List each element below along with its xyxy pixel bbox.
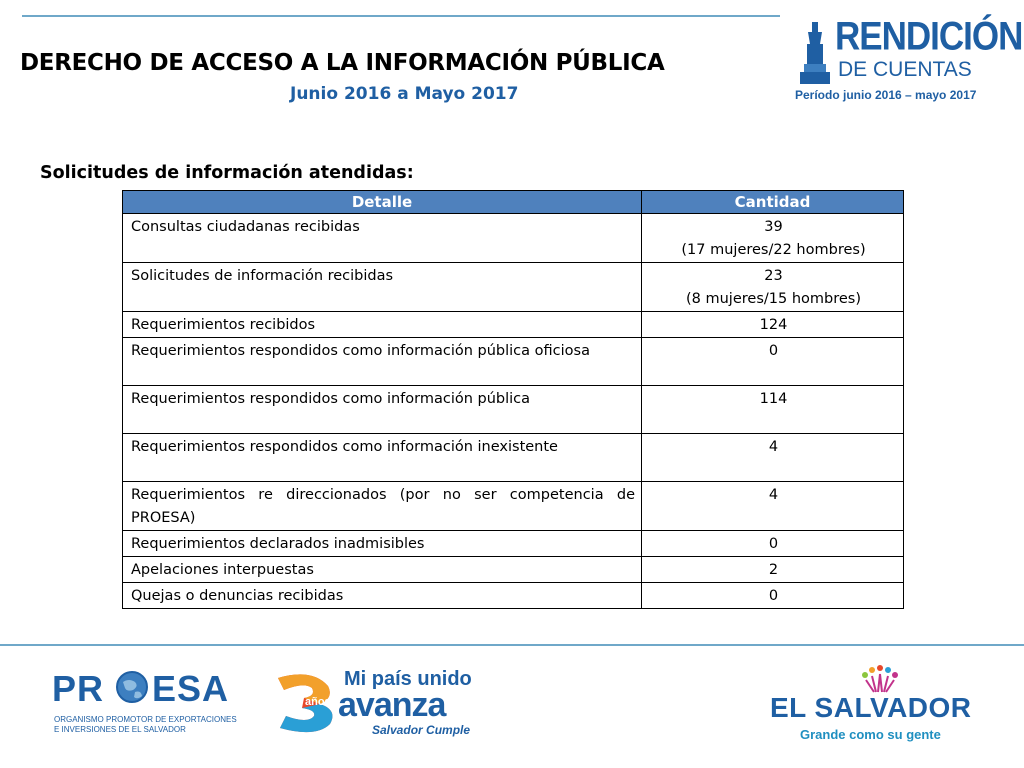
row-quantity (642, 263, 904, 312)
row-detail: Apelaciones interpuestas (123, 557, 642, 583)
proesa-logo (52, 668, 237, 740)
table-row (123, 338, 904, 386)
row-quantity-value: 23 (764, 268, 783, 284)
row-quantity: 0 (642, 531, 904, 557)
proesa-wordmark-right: ESA (152, 668, 230, 709)
table-row (123, 482, 904, 531)
row-quantity: 124 (642, 312, 904, 338)
flower-icon (858, 662, 902, 696)
row-detail: Requerimientos declarados inadmisibles (123, 531, 642, 557)
bottom-divider (0, 644, 1024, 646)
campaign-logo (272, 666, 472, 742)
row-quantity-value: 39 (764, 219, 783, 235)
page-subtitle: Junio 2016 a Mayo 2017 (290, 84, 519, 104)
row-quantity: 4 (642, 434, 904, 482)
table-header-row (123, 191, 904, 214)
proesa-line1: ORGANISMO PROMOTOR DE EXPORTACIONES (54, 715, 237, 724)
row-quantity: 0 (642, 338, 904, 386)
row-quantity: 4 (642, 482, 904, 531)
table-row (123, 531, 904, 557)
el-salvador-logo (770, 662, 980, 746)
campaign-years: años (305, 696, 331, 708)
row-detail: Quejas o denuncias recibidas (123, 583, 642, 609)
row-quantity (642, 214, 904, 263)
row-quantity: 0 (642, 583, 904, 609)
table-row (123, 583, 904, 609)
row-detail: Consultas ciudadanas recibidas (123, 214, 642, 263)
row-quantity-note: (8 mujeres/15 hombres) (686, 291, 861, 307)
row-quantity: 114 (642, 386, 904, 434)
country-tagline: Grande como su gente (800, 727, 941, 742)
row-detail: Requerimientos re direccionados (por no ser competencia de PROESA) (123, 482, 642, 531)
campaign-line1: Mi país unido (344, 668, 472, 690)
row-detail: Requerimientos recibidos (123, 312, 642, 338)
row-quantity: 2 (642, 557, 904, 583)
column-header-quantity: Cantidad (642, 191, 904, 214)
brand-title: RENDICIÓN (835, 14, 1023, 59)
globe-icon (115, 670, 149, 704)
section-title: Solicitudes de información atendidas: (40, 163, 414, 183)
table-row (123, 312, 904, 338)
brand-period: Período junio 2016 – mayo 2017 (795, 88, 977, 102)
row-detail: Requerimientos respondidos como información pública oficiosa (123, 338, 642, 386)
top-divider (22, 15, 780, 17)
page-title: DERECHO DE ACCESO A LA INFORMACIÓN PÚBLICA (20, 50, 665, 76)
proesa-line2: E INVERSIONES DE EL SALVADOR (54, 725, 186, 734)
row-quantity-note: (17 mujeres/22 hombres) (681, 242, 866, 258)
table-row (123, 263, 904, 312)
table-row (123, 386, 904, 434)
requests-table (122, 190, 904, 609)
campaign-line2: avanza (338, 686, 446, 724)
rendicion-de-cuentas-logo (795, 14, 1023, 104)
proesa-wordmark-left: PR (52, 668, 105, 709)
brand-subtitle: DE CUENTAS (838, 58, 972, 81)
table-row (123, 214, 904, 263)
campaign-line3: Salvador Cumple (372, 723, 471, 737)
country-name: EL SALVADOR (770, 692, 972, 723)
table-row (123, 434, 904, 482)
column-header-detail: Detalle (123, 191, 642, 214)
row-detail: Requerimientos respondidos como información pública (123, 386, 642, 434)
table-row (123, 557, 904, 583)
row-detail: Requerimientos respondidos como información inexistente (123, 434, 642, 482)
row-detail: Solicitudes de información recibidas (123, 263, 642, 312)
tower-icon (798, 22, 832, 86)
